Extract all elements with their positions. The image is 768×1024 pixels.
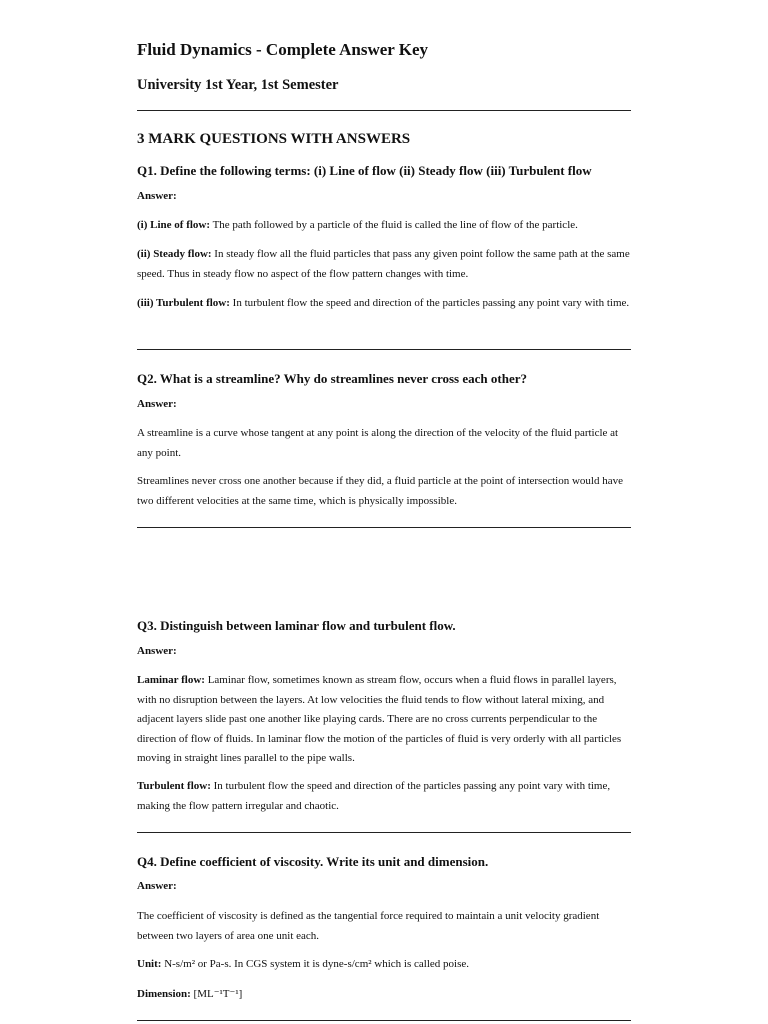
definition-text: In turbulent flow the speed and direction of the particles passing any point vary with time. [229, 297, 630, 309]
term: Turbulent flow: [137, 780, 211, 792]
q2-answer-paragraph: Streamlines never cross one another because if they did, a fluid particle at the point of intersection would have two different velocities at the same time, which is physically impossible. [137, 475, 623, 507]
question-3: Q3. Distinguish between laminar flow and turbulent flow. [137, 618, 456, 633]
term: (ii) Steady flow: [137, 248, 212, 260]
question-2: Q2. What is a streamline? Why do streamlines never cross each other? [137, 371, 527, 386]
dimension-text: [ML⁻¹T⁻¹] [190, 988, 243, 1000]
term: Unit: [137, 958, 162, 970]
definition-text: In steady flow all the fluid particles that pass any given point follow the same path at the same speed. Thus in steady flow no aspect of the flow pattern changes with time. [137, 248, 630, 280]
q4-answer-unit [137, 955, 631, 975]
q3-answer-turbulent-flow [137, 777, 631, 816]
answer-label-4: Answer: [137, 880, 177, 892]
definition-text: In turbulent flow the speed and direction of the particles passing any point vary with time, making the flow pattern irregular and chaotic. [137, 780, 611, 812]
unit-text: N-s/m² or Pa-s. In CGS system it is dyne-s/cm² which is called poise. [161, 958, 469, 970]
answer-label-3: Answer: [137, 645, 177, 657]
document-subtitle: University 1st Year, 1st Semester [137, 77, 339, 93]
q4-answer-definition: The coefficient of viscosity is defined as the tangential force required to maintain a unit velocity gradient between two layers of area one unit each. [137, 910, 600, 942]
divider [137, 349, 631, 350]
divider [137, 832, 631, 833]
question-1: Q1. Define the following terms: (i) Line of flow (ii) Steady flow (iii) Turbulent flow [137, 163, 592, 178]
document-title: Fluid Dynamics - Complete Answer Key [137, 40, 429, 59]
section-title: 3 MARK QUESTIONS WITH ANSWERS [137, 131, 411, 147]
q3-answer-laminar-flow [137, 671, 631, 769]
q1-answer-turbulent-flow [137, 294, 631, 314]
answer-label-1: Answer: [137, 190, 177, 202]
divider [137, 1020, 631, 1021]
divider [137, 110, 631, 111]
q2-answer-paragraph: A streamline is a curve whose tangent at any point is along the direction of the velocity of the fluid particle at any point. [137, 427, 619, 459]
term: Laminar flow: [137, 674, 205, 686]
q4-answer-dimension [137, 985, 631, 1005]
question-4: Q4. Define coefficient of viscosity. Write its unit and dimension. [137, 854, 489, 869]
term: (iii) Turbulent flow: [137, 297, 230, 309]
q1-answer-line-of-flow [137, 216, 631, 236]
q1-answer-steady-flow [137, 245, 631, 284]
divider [137, 527, 631, 528]
term: (i) Line of flow: [137, 219, 211, 231]
term: Dimension: [137, 988, 191, 1000]
definition-text: Laminar flow, sometimes known as stream flow, occurs when a fluid flows in parallel layers, with no disruption between the layers. At low velocities the fluid tends to flow without lateral mixing, and adjacent layers slide past one another like playing cards. There are no cross currents perpendicular to the direction of flow of fluids. In laminar flow the motion of the particles of fluid is very orderly with all particles moving in straight lines parallel to the pipe walls. [137, 674, 622, 764]
definition-text: The path followed by a particle of the fluid is called the line of flow of the particle. [210, 219, 578, 231]
answer-label-2: Answer: [137, 398, 177, 410]
